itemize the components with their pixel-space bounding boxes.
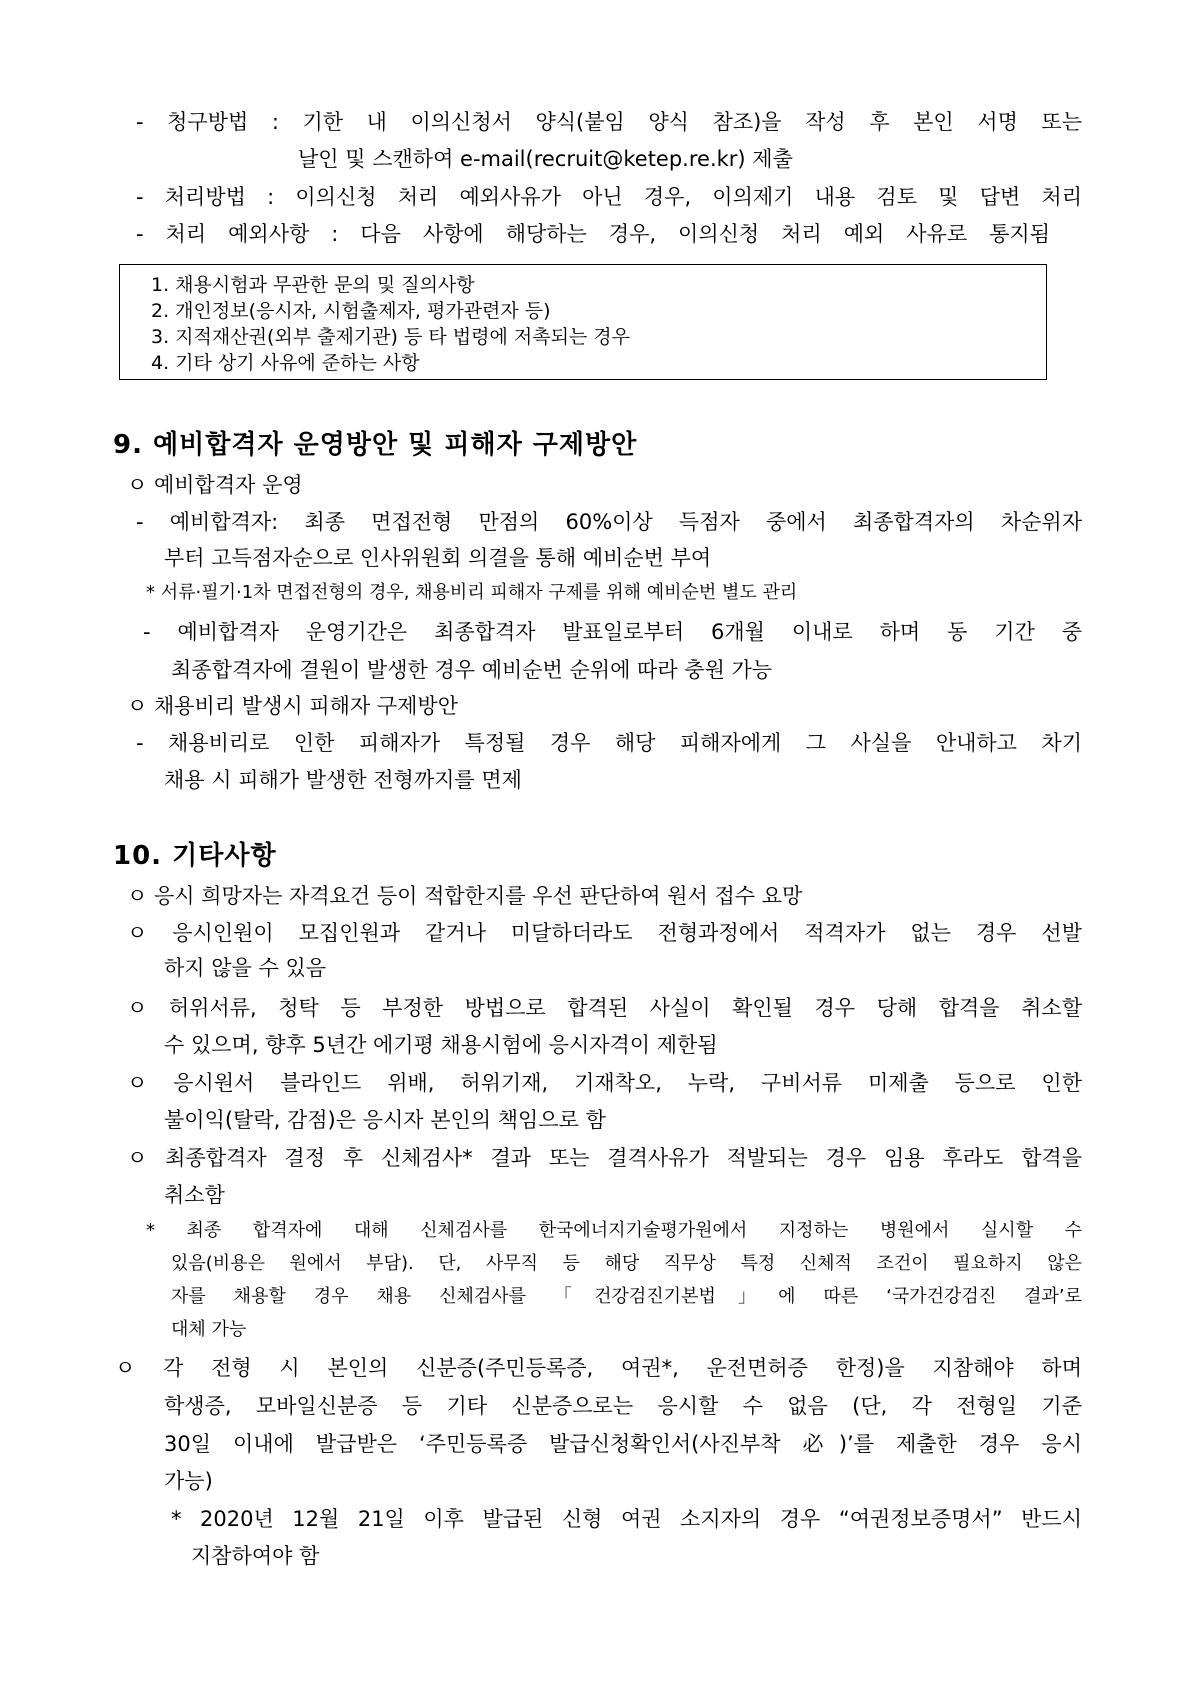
section-9-detail-1-line-2: 부터 고득점자순으로 인사위원회 의결을 통해 예비순번 부여 bbox=[164, 546, 712, 570]
section-10-item-6-line-3: 30일 이내에 발급받은 ‘주민등록증 발급신청확인서(사진부착 必)’를 제출한 경우 응시 bbox=[164, 1432, 1082, 1456]
section-10-item-4-line-1: ㅇ 응시원서 블라인드 위배, 허위기재, 기재착오, 누락, 구비서류 미제출 등으로 인한 bbox=[127, 1071, 1082, 1095]
exception-item-4: 4. 기타 상기 사유에 준하는 사항 bbox=[151, 352, 420, 374]
exception-box bbox=[119, 264, 1047, 380]
section-10-item-6-line-2: 학생증, 모바일신분증 등 기타 신분증으로는 응시할 수 없음 (단, 각 전형일 기준 bbox=[164, 1394, 1082, 1418]
section-10-note-1-line-4: 대체 가능 bbox=[171, 1319, 247, 1340]
section-9-detail-1-line-1: - 예비합격자: 최종 면접전형 만점의 60%이상 득점자 중에서 최종합격자의 차순위자 bbox=[136, 510, 1082, 534]
section-10-item-1: ㅇ 응시 희망자는 자격요건 등이 적합한지를 우선 판단하여 원서 접수 요망 bbox=[127, 884, 803, 908]
section-10-note-1-line-1: * 최종 합격자에 대해 신체검사를 한국에너지기술평가원에서 지정하는 병원에서 실시할 수 bbox=[146, 1220, 1082, 1241]
section-10-item-2-line-1: ㅇ 응시인원이 모집인원과 같거나 미달하더라도 전형과정에서 적격자가 없는 경우 선발 bbox=[127, 921, 1082, 945]
section-10-item-5-line-2: 취소함 bbox=[164, 1183, 225, 1207]
section-10-note-1-line-3: 자를 채용할 경우 채용 신체검사를 「건강검진기본법」에 따른 ‘국가건강검진 결과’로 bbox=[171, 1286, 1082, 1307]
exception-item-1: 1. 채용시험과 무관한 문의 및 질의사항 bbox=[151, 274, 475, 296]
section-9-bullet-1: ㅇ 예비합격자 운영 bbox=[127, 473, 303, 497]
section-10-item-6-line-1: ㅇ 각 전형 시 본인의 신분증(주민등록증, 여권*, 운전면허증 한정)을 지참해야 하며 bbox=[115, 1356, 1082, 1380]
section-10-item-4-line-2: 불이익(탈락, 감점)은 응시자 본인의 책임으로 함 bbox=[164, 1108, 606, 1132]
section-10-item-6-line-4: 가능) bbox=[164, 1469, 213, 1493]
section-10-note-2-line-1: * 2020년 12월 21일 이후 발급된 신형 여권 소지자의 경우 “여권정보증명서” 반드시 bbox=[171, 1507, 1082, 1531]
section-10-item-5-line-1: ㅇ 최종합격자 결정 후 신체검사* 결과 또는 결격사유가 적발되는 경우 임용 후라도 합격을 bbox=[127, 1146, 1082, 1170]
exception-item-2: 2. 개인정보(응시자, 시험출제자, 평가관련자 등) bbox=[151, 300, 551, 322]
section-10-note-1-line-2: 있음(비용은 원에서 부담). 단, 사무직 등 해당 직무상 특정 신체적 조건이 필요하지 않은 bbox=[171, 1253, 1082, 1274]
section-9-note: * 서류·필기·1차 면접전형의 경우, 채용비리 피해자 구제를 위해 예비순번 별도 관리 bbox=[146, 582, 798, 603]
section-10-item-2-line-2: 하지 않을 수 있음 bbox=[164, 956, 327, 980]
section-9-title: 9. 예비합격자 운영방안 및 피해자 구제방안 bbox=[113, 430, 638, 460]
section-10-note-2-line-2: 지참하여야 함 bbox=[191, 1544, 320, 1568]
process-method-line: - 처리방법 : 이의신청 처리 예외사유가 아닌 경우, 이의제기 내용 검토 및 답변 처리 bbox=[136, 185, 1082, 209]
exception-item-3: 3. 지적재산권(외부 출제기관) 등 타 법령에 저촉되는 경우 bbox=[151, 326, 631, 348]
section-9-detail-2-line-2: 최종합격자에 결원이 발생한 경우 예비순번 순위에 따라 충원 가능 bbox=[171, 658, 773, 682]
section-9-detail-3-line-2: 채용 시 피해가 발생한 전형까지를 면제 bbox=[164, 768, 522, 792]
section-10-item-3-line-1: ㅇ 허위서류, 청탁 등 부정한 방법으로 합격된 사실이 확인될 경우 당해 합격을 취소할 bbox=[127, 996, 1082, 1020]
section-10-item-3-line-2: 수 있으며, 향후 5년간 에기평 채용시험에 응시자격이 제한됨 bbox=[164, 1033, 718, 1057]
section-9-bullet-2: ㅇ 채용비리 발생시 피해자 구제방안 bbox=[127, 694, 458, 718]
section-10-title: 10. 기타사항 bbox=[113, 841, 277, 871]
claim-method-line-2: 날인 및 스캔하여 e-mail(recruit@ketep.re.kr) 제출 bbox=[298, 147, 793, 171]
section-9-detail-2-line-1: - 예비합격자 운영기간은 최종합격자 발표일로부터 6개월 이내로 하며 동 기간 중 bbox=[143, 620, 1082, 644]
claim-method-line-1: - 청구방법 : 기한 내 이의신청서 양식(붙임 양식 참조)을 작성 후 본인 서명 또는 bbox=[136, 110, 1082, 134]
section-9-detail-3-line-1: - 채용비리로 인한 피해자가 특정될 경우 해당 피해자에게 그 사실을 안내하고 차기 bbox=[136, 731, 1082, 755]
exception-line: - 처리 예외사항 : 다음 사항에 해당하는 경우, 이의신청 처리 예외 사유로 통지됨 bbox=[136, 222, 1050, 246]
